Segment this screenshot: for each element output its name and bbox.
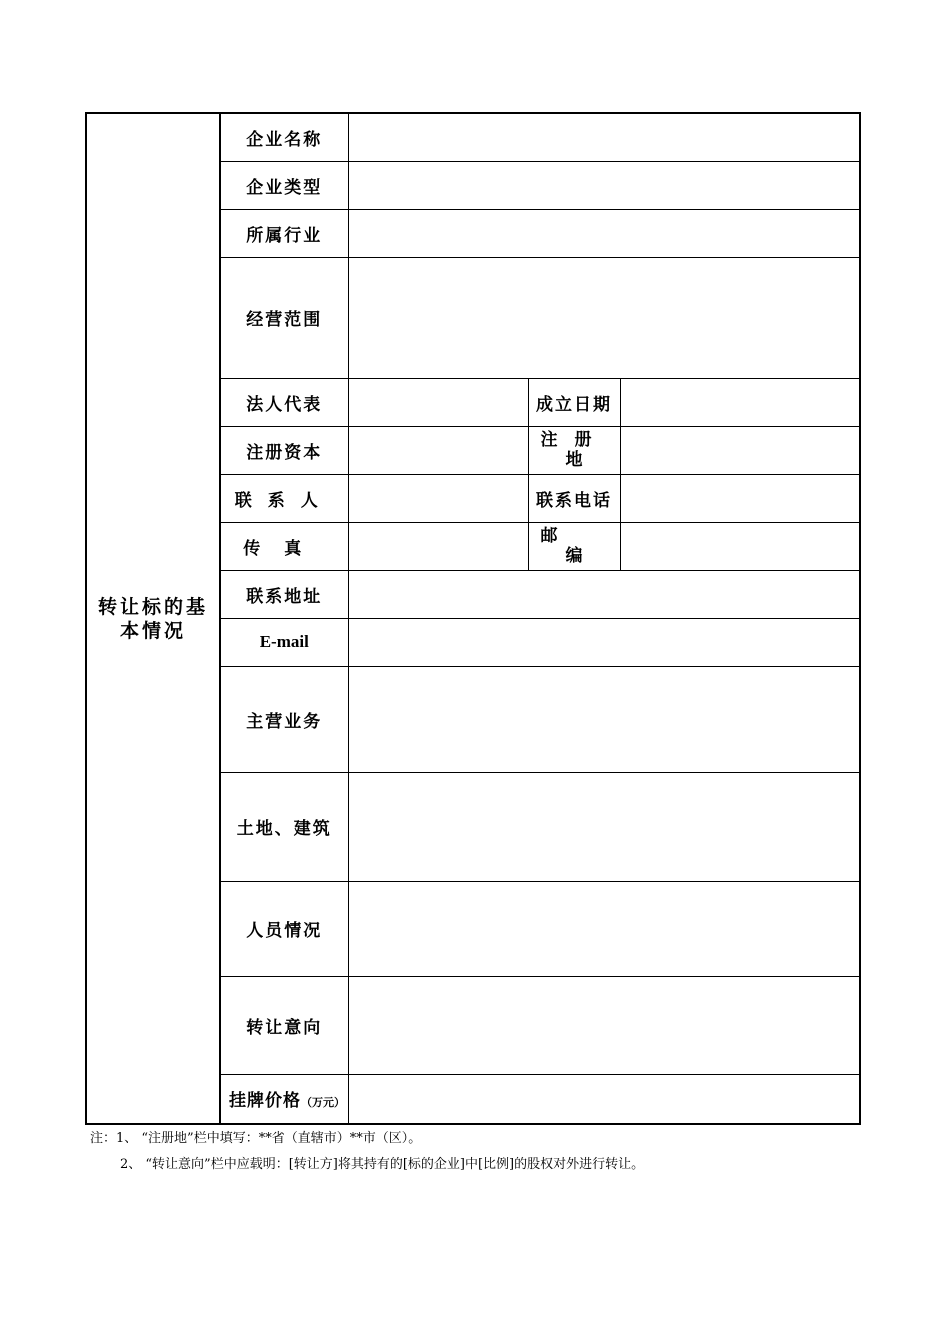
field-contact-address[interactable] xyxy=(348,570,860,618)
field-business-scope[interactable] xyxy=(348,257,860,378)
field-staff[interactable] xyxy=(348,881,860,976)
transfer-info-form xyxy=(85,112,861,1125)
form-notes xyxy=(90,1126,890,1178)
label-established-date: 成立日期 xyxy=(528,378,620,426)
label-industry: 所属行业 xyxy=(220,209,348,257)
field-listing-price[interactable] xyxy=(348,1074,860,1124)
label-registered-place-line2: 地 xyxy=(565,450,583,470)
field-industry[interactable] xyxy=(348,209,860,257)
label-land-building: 土地、建筑 xyxy=(220,772,348,881)
field-established-date[interactable] xyxy=(620,378,860,426)
field-email[interactable] xyxy=(348,618,860,666)
field-postcode[interactable] xyxy=(620,522,860,570)
label-registered-place xyxy=(528,426,620,474)
field-main-business[interactable] xyxy=(348,666,860,772)
note-1: 注：1、 “注册地”栏中填写：**省（直辖市）**市（区）。 xyxy=(90,1131,422,1146)
label-postcode-line1: 邮 xyxy=(540,526,558,546)
field-land-building[interactable] xyxy=(348,772,860,881)
listing-price-text: 挂牌价格 xyxy=(229,1091,301,1112)
note-2: 2、 “转让意向”栏中应载明：[转让方]将其持有的[标的企业]中[比例]的股权对外进行转让。 xyxy=(120,1157,645,1172)
field-registered-place[interactable] xyxy=(620,426,860,474)
label-postcode xyxy=(528,522,620,570)
field-legal-rep[interactable] xyxy=(348,378,528,426)
label-main-business: 主营业务 xyxy=(220,666,348,772)
label-contact-person: 联系人 xyxy=(220,474,348,522)
label-contact-address: 联系地址 xyxy=(220,570,348,618)
field-company-name[interactable] xyxy=(348,113,860,161)
label-registered-place-line1: 注 册 xyxy=(540,430,592,450)
field-transfer-intent[interactable] xyxy=(348,976,860,1074)
label-transfer-intent: 转让意向 xyxy=(220,976,348,1074)
listing-price-unit: （万元） xyxy=(301,1096,345,1110)
label-staff: 人员情况 xyxy=(220,881,348,976)
label-listing-price xyxy=(220,1074,348,1124)
field-company-type[interactable] xyxy=(348,161,860,209)
label-company-type: 企业类型 xyxy=(220,161,348,209)
label-legal-rep: 法人代表 xyxy=(220,378,348,426)
label-fax: 传真 xyxy=(220,522,348,570)
label-postcode-line2: 编 xyxy=(565,546,583,566)
label-email: E-mail xyxy=(220,618,348,666)
label-business-scope: 经营范围 xyxy=(220,257,348,378)
label-registered-capital: 注册资本 xyxy=(220,426,348,474)
field-fax[interactable] xyxy=(348,522,528,570)
field-registered-capital[interactable] xyxy=(348,426,528,474)
field-contact-person[interactable] xyxy=(348,474,528,522)
section-title: 转让标的基本情况 xyxy=(86,113,220,1124)
label-contact-phone: 联系电话 xyxy=(528,474,620,522)
field-contact-phone[interactable] xyxy=(620,474,860,522)
label-company-name: 企业名称 xyxy=(220,113,348,161)
